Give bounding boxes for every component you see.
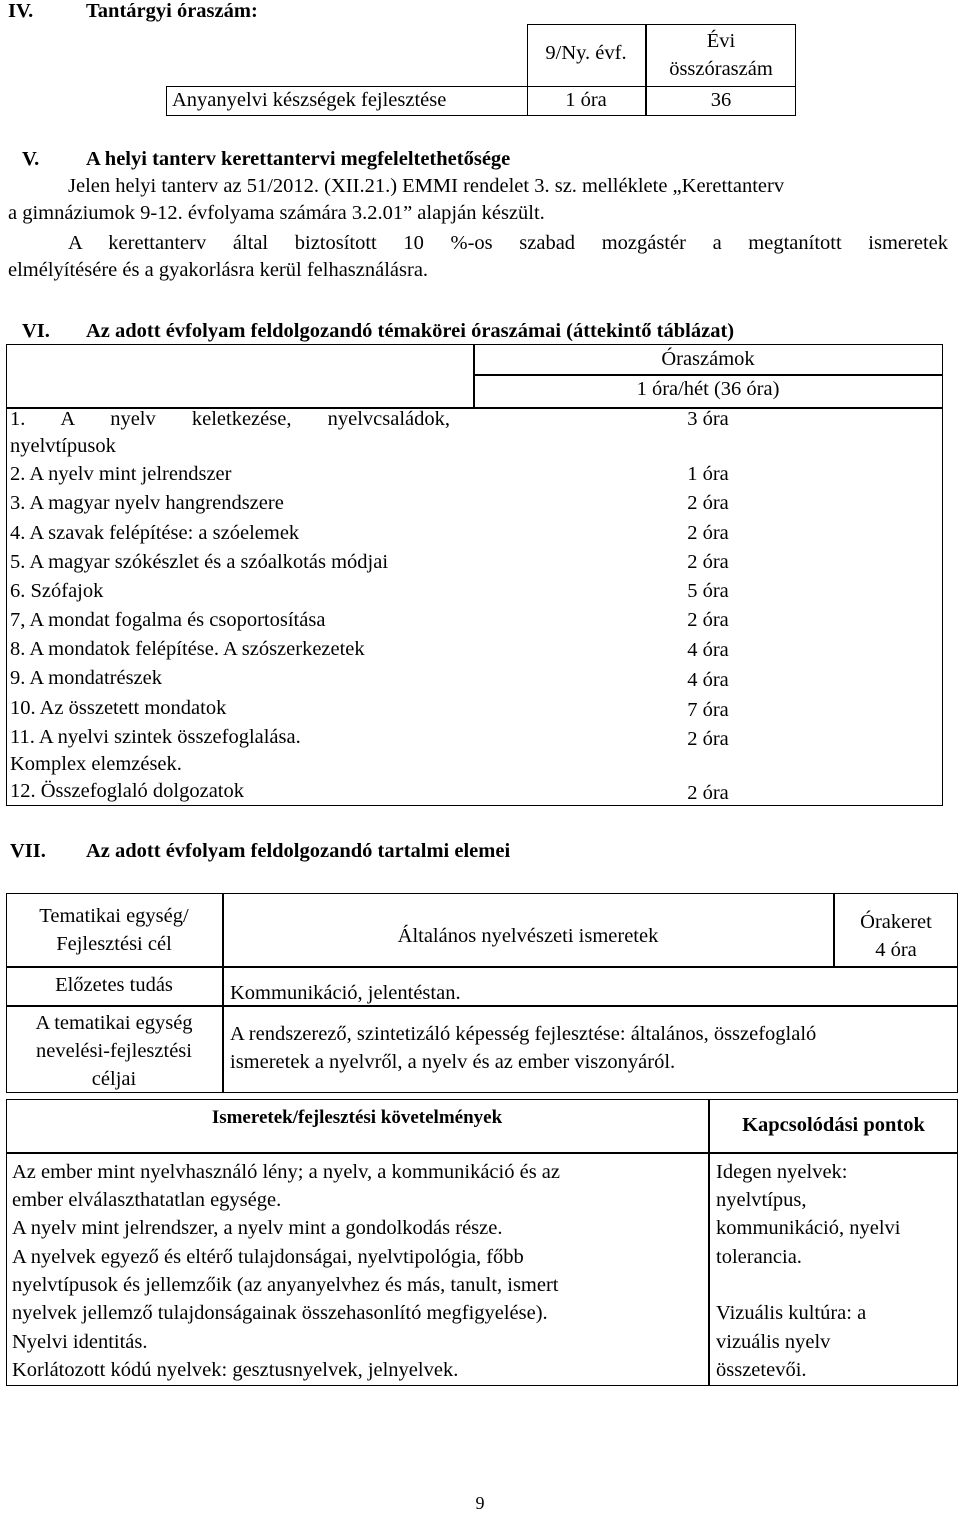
hours-col-annual-b: összóraszám	[669, 58, 773, 80]
topic-1-hours: 3 óra	[687, 408, 729, 430]
conn-a-line-1: Idegen nyelvek:	[716, 1161, 848, 1183]
unit-hours-label: Órakeret	[860, 911, 932, 933]
topic-10: 10. Az összetett mondatok	[10, 697, 227, 719]
topic-11-line-2: Komplex elemzések.	[10, 753, 182, 775]
paragraph-2-line-2: elmélyítésére és a gyakorlásra kerül felhasználásra.	[8, 259, 429, 281]
conn-b-line-2: vizuális nyelv	[716, 1331, 831, 1353]
section-iv-title: Tantárgyi óraszám:	[86, 0, 258, 22]
req-line-6: nyelvek jellemző tulajdonságainak összehasonlító megfigyelése).	[12, 1302, 548, 1324]
topic-7: 7, A mondat fogalma és csoportosítása	[10, 609, 326, 631]
hours-row-weekly: 1 óra	[565, 89, 607, 111]
topic-8: 8. A mondatok felépítése. A szószerkezetek	[10, 638, 365, 660]
paragraph-1-line-1: Jelen helyi tanterv az 51/2012. (XII.21.) EMMI rendelet 3. sz. melléklete „Kerettanterv	[68, 175, 785, 197]
req-line-2: ember elválaszthatatlan egysége.	[12, 1189, 282, 1211]
req-line-4: A nyelvek egyező és eltérő tulajdonságai, nyelvtipológia, főbb	[12, 1246, 524, 1268]
goals-label-line-1: A tematikai egység	[35, 1012, 193, 1034]
section-vii-number: VII.	[10, 840, 46, 862]
prior-knowledge-value: Kommunikáció, jelentéstan.	[230, 982, 461, 1004]
topic-4-hours: 2 óra	[687, 522, 729, 544]
section-vi-title: Az adott évfolyam feldolgozandó témakörei óraszámai (áttekintő táblázat)	[86, 320, 735, 342]
conn-a-line-2: nyelvtípus,	[716, 1189, 807, 1211]
conn-a-line-3: kommunikáció, nyelvi	[716, 1217, 901, 1239]
req-line-8: Korlátozott kódú nyelvek: gesztusnyelvek, jelnyelvek.	[12, 1359, 459, 1381]
hours-col-annual-a: Évi	[706, 30, 736, 52]
topic-8-hours: 4 óra	[687, 639, 729, 661]
section-iv-number: IV.	[8, 0, 34, 22]
topic-3-hours: 2 óra	[687, 492, 729, 514]
topic-11-hours: 2 óra	[687, 728, 729, 750]
paragraph-2-line-1: A kerettanterv által biztosított 10 %-os szabad mozgástér a megtanított ismeretek	[68, 232, 948, 254]
prior-knowledge-label: Előzetes tudás	[55, 974, 173, 996]
conn-b-line-3: összetevői.	[716, 1359, 807, 1381]
req-line-3: A nyelv mint jelrendszer, a nyelv mint a gondolkodás része.	[12, 1217, 503, 1239]
unit-label-line-2: Fejlesztési cél	[56, 933, 172, 955]
req-line-1: Az ember mint nyelvhasználó lény; a nyelv, a kommunikáció és az	[12, 1161, 561, 1183]
topic-10-hours: 7 óra	[687, 699, 729, 721]
topics-header-per-week: 1 óra/hét (36 óra)	[636, 378, 780, 400]
goals-label-line-2: nevelési-fejlesztési	[36, 1040, 192, 1062]
hours-col-weekly: 9/Ny. évf.	[545, 42, 627, 64]
topic-2: 2. A nyelv mint jelrendszer	[10, 463, 232, 485]
topic-9: 9. A mondatrészek	[10, 667, 163, 689]
topic-1-line-2: nyelvtípusok	[10, 435, 116, 457]
section-v-title: A helyi tanterv kerettantervi megfeleltethetősége	[86, 148, 511, 170]
unit-topic: Általános nyelvészeti ismeretek	[397, 925, 659, 947]
section-v-number: V.	[22, 148, 40, 170]
topic-5: 5. A magyar szókészlet és a szóalkotás módjai	[10, 551, 389, 573]
goals-label-line-3: céljai	[91, 1068, 137, 1090]
topic-4: 4. A szavak felépítése: a szóelemek	[10, 522, 300, 544]
goals-line-1: A rendszerező, szintetizáló képesség fejlesztése: általános, összefoglaló	[230, 1023, 817, 1045]
page-number: 9	[475, 1493, 485, 1513]
topic-12: 12. Összefoglaló dolgozatok	[10, 780, 244, 802]
hours-row-label: Anyanyelvi készségek fejlesztése	[172, 89, 447, 111]
topic-2-hours: 1 óra	[687, 463, 729, 485]
paragraph-1-line-2: a gimnáziumok 9-12. évfolyama számára 3.2.01” alapján készült.	[8, 202, 545, 224]
req-line-5: nyelvtípusok és jellemzőik (az anyanyelvhez és más, tanult, ismert	[12, 1274, 559, 1296]
goals-line-2: ismeretek a nyelvről, a nyelv és az ember viszonyáról.	[230, 1051, 676, 1073]
unit-label-line-1: Tematikai egység/	[39, 905, 189, 927]
conn-b-line-1: Vizuális kultúra: a	[716, 1302, 867, 1324]
conn-a-line-4: tolerancia.	[716, 1246, 802, 1268]
topic-7-hours: 2 óra	[687, 609, 729, 631]
topic-3: 3. A magyar nyelv hangrendszere	[10, 492, 284, 514]
unit-hours-value: 4 óra	[875, 939, 917, 961]
section-vii-title: Az adott évfolyam feldolgozandó tartalmi elemei	[86, 840, 511, 862]
topic-5-hours: 2 óra	[687, 551, 729, 573]
topics-header-hours: Óraszámok	[661, 348, 755, 370]
topic-1-line-1: 1. A nyelv keletkezése, nyelvcsaládok,	[10, 408, 450, 430]
connections-header: Kapcsolódási pontok	[742, 1114, 925, 1136]
requirements-header: Ismeretek/fejlesztési követelmények	[211, 1107, 503, 1128]
topic-6: 6. Szófajok	[10, 580, 104, 602]
topic-12-hours: 2 óra	[687, 782, 729, 804]
req-line-7: Nyelvi identitás.	[12, 1331, 148, 1353]
topic-6-hours: 5 óra	[687, 580, 729, 602]
topic-9-hours: 4 óra	[687, 669, 729, 691]
section-vi-number: VI.	[22, 320, 50, 342]
hours-row-annual: 36	[710, 89, 732, 111]
topic-11-line-1: 11. A nyelvi szintek összefoglalása.	[10, 726, 301, 748]
